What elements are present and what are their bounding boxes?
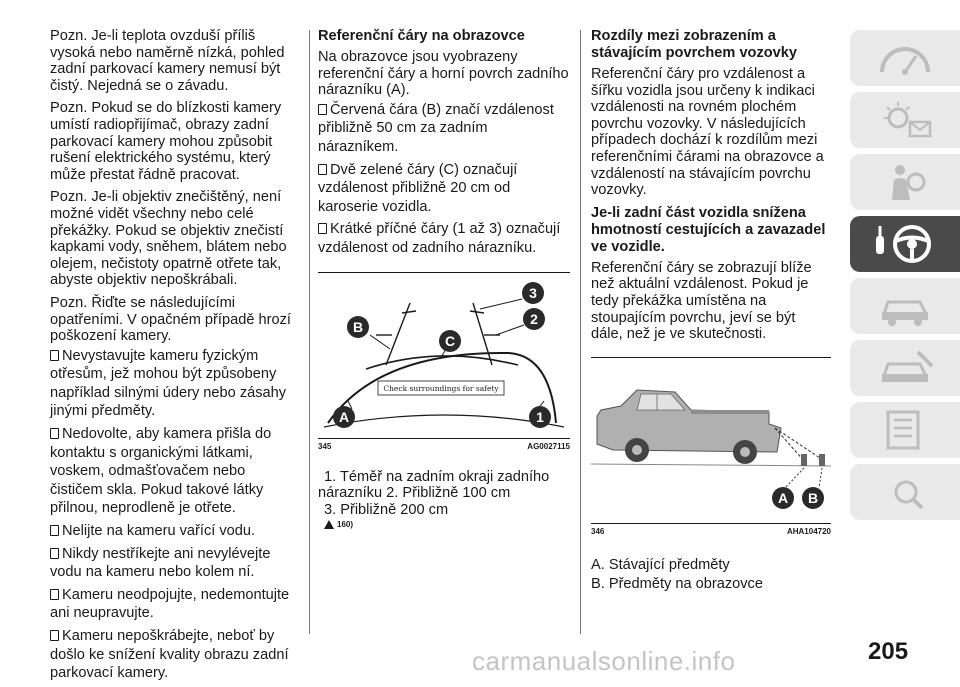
- chapter-tab-lights[interactable]: [850, 92, 960, 148]
- chapter-tabs: [850, 30, 960, 526]
- chapter-tab-specifications[interactable]: [850, 402, 960, 458]
- chapter-tab-maintenance[interactable]: [850, 340, 960, 396]
- label-2: 2: [530, 310, 538, 327]
- column-divider: [309, 30, 310, 634]
- figure-bottom-rule: [591, 523, 831, 524]
- bullet-box-icon: [50, 589, 59, 600]
- chapter-tab-safety[interactable]: [850, 154, 960, 210]
- figure-code: AG0027115: [527, 441, 570, 451]
- note-temperature: Pozn. Je-li teplota ovzduší příliš vysoká nebo naměrně nízká, pohled zadní parkovací kamery nemusí být čistý. Nejedná se o závadu.: [50, 28, 285, 94]
- bullet-box-icon: [50, 630, 59, 641]
- figure-caption: [591, 527, 831, 536]
- bullet-item: Dvě zelené čáry (C) označují vzdálenost přibližně 20 cm od karoserie vozidla.: [318, 161, 518, 215]
- reference-lines-intro: Na obrazovce jsou vyobrazeny referenční čáry a horní povrch zadního nárazníku (A).: [318, 49, 569, 99]
- section-heading-lowered-rear: Je-li zadní část vozidla snížena hmotností cestujících a zavazadel ve vozidle.: [591, 204, 826, 255]
- note-precautions: Pozn. Řiďte se následujícími opatřeními. V opačném případě hrozí poškození kamery.: [50, 294, 291, 345]
- figure-bottom-rule: [318, 438, 570, 439]
- figure-legend: A. Stávající předměty B. Předměty na obrazovce: [591, 556, 763, 592]
- figure-caption: [318, 442, 570, 451]
- watermark: carmanualsonline.info: [472, 646, 736, 676]
- bullet-box-icon: [318, 164, 327, 175]
- label-A: A: [338, 408, 350, 425]
- label-B: B: [807, 489, 819, 506]
- bullet-box-icon: [50, 428, 59, 439]
- column-2: [318, 28, 570, 529]
- section-heading-reference-lines: Referenční čáry na obrazovce: [318, 28, 525, 44]
- bullet-item: Nikdy nestříkejte ani nevylévejte vodu na kameru nebo kolem ní.: [50, 545, 271, 581]
- figure-code: AHA104720: [786, 526, 831, 536]
- chapter-tab-index[interactable]: [850, 464, 960, 520]
- note-dirty-lens: Pozn. Je-li objektiv znečištěný, není možné vidět všechny nebo celé překážky. Pokud se objektiv znečistí kapkami vody, sněhem, blátem nebo olejem, nečistoty opatrně otřete tak, abyste objektiv nepoškrábali.: [50, 189, 287, 289]
- warning-reference: 160): [324, 520, 570, 529]
- label-A: A: [777, 489, 789, 506]
- figure-345: [318, 272, 570, 451]
- bullet-item: Nelijte na kameru vařící vodu.: [50, 522, 302, 541]
- spec-list-icon: [870, 408, 940, 452]
- bullet-box-icon: [50, 350, 59, 361]
- page-number: 205: [868, 638, 909, 665]
- camera-view-illustration: [318, 273, 570, 433]
- differences-text: Referenční čáry pro vzdálenost a šířku vozidla jsou určeny k indikaci vzdálenosti na rovném plochém povrchu vozovky. V následujících případech dochází k rozdílům mezi referenčními čárami na obrazovce a vzdáleností na stávajícím povrchu vozovky.: [591, 66, 824, 199]
- screen-message: Check surroundings for safety: [383, 383, 499, 393]
- airbag-seatbelt-icon: [870, 160, 940, 204]
- label-1: 1: [536, 408, 544, 425]
- label-B: B: [352, 318, 364, 335]
- chapter-tab-dashboard[interactable]: [850, 30, 960, 86]
- bullet-box-icon: [50, 548, 59, 559]
- bullet-box-icon: [318, 104, 327, 115]
- bullet-box-icon: [50, 525, 59, 536]
- bullet-item: Nedovolte, aby kamera přišla do kontaktu s organickými látkami, voskem, odmašťovačem nebo čističem skla. Pokud takové látky přilnou, neprodleně je otřete.: [50, 426, 272, 517]
- section-heading-differences: Rozdíly mezi zobrazením a stávajícím povrchem vozovky: [591, 28, 798, 61]
- note-radio: Pozn. Pokud se do blízkosti kamery umístí radiopřijímač, obrazy zadní parkovací kamery mohou způsobit rušení elektrického systému, který může přestat řádně pracovat.: [50, 100, 282, 183]
- figure-number: 346: [591, 526, 605, 536]
- figure-number: 345: [318, 441, 332, 451]
- bullet-item: Krátké příčné čáry (1 až 3) označují vzdálenost od zadního nárazníku.: [318, 221, 561, 256]
- lowered-rear-text: Referenční čáry se zobrazují blíže než aktuální vzdálenost. Pokud je tedy překážka umístěna na stoupajícím povrchu, jeví se být dále, než je ve skutečnosti.: [591, 259, 812, 343]
- figure-346: [591, 357, 831, 536]
- bullet-item: Kameru neodpojujte, nedemontujte ani neupravujte.: [50, 586, 290, 622]
- label-C: C: [444, 332, 456, 349]
- instrument-lights-icon: [870, 98, 940, 142]
- bullet-item: Nevystavujte kameru fyzickým otřesům, jež mohou být způsobeny například silnými údery nebo zásahy jinými předměty.: [50, 347, 287, 420]
- pickup-side-illustration: [591, 358, 831, 518]
- figure-legend: 1. Téměř na zadním okraji zadního nárazníku 2. Přibližně 100 cm 3. Přibližně 200 cm: [318, 468, 550, 518]
- label-3: 3: [529, 284, 537, 301]
- column-3: [591, 28, 831, 594]
- bullet-item: Kameru nepoškrábejte, neboť by došlo ke snížení kvality obrazu zadní parkovací kamery.: [50, 628, 289, 682]
- warning-triangle-icon: [324, 520, 334, 529]
- key-steering-wheel-icon: [870, 222, 940, 266]
- car-warning-icon: [870, 284, 940, 328]
- dashboard-gauge-icon: [870, 36, 940, 80]
- column-1: [50, 28, 302, 687]
- bullet-box-icon: [318, 223, 327, 234]
- alphabet-index-icon: [870, 470, 940, 514]
- chapter-tab-emergency[interactable]: [850, 278, 960, 334]
- chapter-tab-starting-driving[interactable]: [850, 216, 960, 272]
- wrench-car-icon: [870, 346, 940, 390]
- column-divider: [580, 30, 581, 634]
- bullet-item: Červená čára (B) značí vzdálenost přibližně 50 cm za zadním nárazníkem.: [318, 101, 554, 155]
